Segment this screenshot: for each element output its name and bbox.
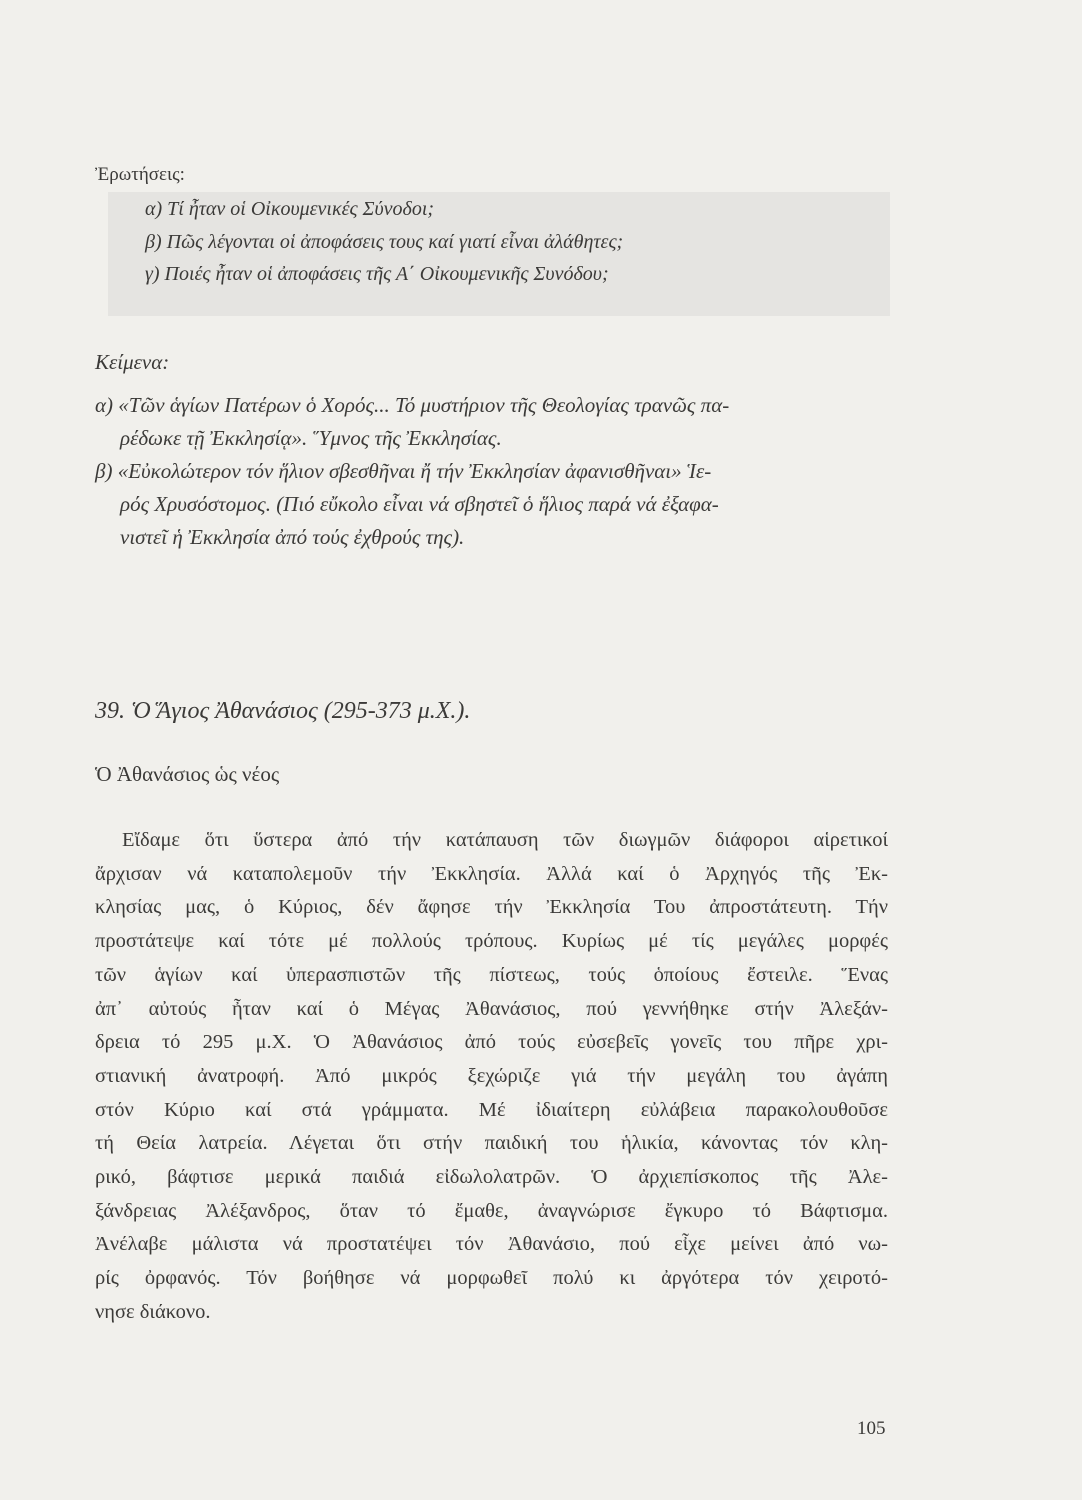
body-line: τῶν ἁγίων καί ὑπερασπιστῶν τῆς πίστεως, τούς ὁποίους ἔστειλε. Ἕνας — [95, 963, 888, 986]
text-line: ρός Χρυσόστομος. (Πιό εὔκολο εἶναι νά σβηστεῖ ὁ ἥλιος παρά νά ἐξαφα- — [120, 492, 719, 516]
question-item: γ) Ποιές ἦταν οἱ ἀποφάσεις τῆς Α΄ Οἰκουμενικῆς Συνόδου; — [145, 263, 609, 285]
body-line: ἄρχισαν νά καταπολεμοῦν τήν Ἐκκλησία. Ἀλλά καί ὁ Ἀρχηγός τῆς Ἐκ- — [95, 862, 888, 885]
body-line: ρίς ὀρφανός. Τόν βοήθησε νά μορφωθεῖ πολύ κι ἀργότερα τόν χειροτό- — [95, 1267, 888, 1290]
text-line: β) «Εὐκολώτερον τόν ἥλιον σβεσθῆναι ἤ τήν Ἐκκλησίαν ἀφανισθῆναι» Ἱε- — [95, 459, 712, 483]
body-line: προστάτεψε καί τότε μέ πολλούς τρόπους. Κυρίως μέ τίς μεγάλες μορφές — [95, 930, 888, 953]
question-item: β) Πῶς λέγονται οἱ ἀποφάσεις τους καί γιατί εἶναι ἀλάθητες; — [145, 231, 624, 253]
body-line: στόν Κύριο καί στά γράμματα. Μέ ἰδιαίτερη εὐλάβεια παρακολουθοῦσε — [95, 1098, 888, 1121]
body-line: Ἀνέλαβε μάλιστα νά προστατέψει τόν Ἀθανάσιο, πού εἶχε μείνει ἀπό νω- — [95, 1233, 888, 1256]
chapter-title: 39. Ὁ Ἅγιος Ἀθανάσιος (295-373 μ.Χ.). — [95, 698, 471, 724]
body-line: νησε διάκονο. — [95, 1300, 211, 1323]
body-line: τή Θεία λατρεία. Λέγεται ὅτι στήν παιδική του ἡλικία, κάνοντας τόν κλη- — [95, 1132, 888, 1155]
body-line: Εἴδαμε ὅτι ὕστερα ἀπό τήν κατάπαυση τῶν διωγμῶν διάφοροι αἱρετικοί — [122, 829, 888, 851]
question-item: α) Τί ἦταν οἱ Οἰκουμενικές Σύνοδοι; — [145, 198, 435, 220]
chapter-subheading: Ὁ Ἀθανάσιος ὡς νέος — [95, 762, 280, 786]
text-line: ρέδωκε τῇ Ἐκκλησίᾳ». Ὕμνος τῆς Ἐκκλησίας. — [120, 426, 502, 450]
text-line: α) «Τῶν ἁγίων Πατέρων ὁ Χορός... Τό μυστήριον τῆς Θεολογίας τρανῶς πα- — [95, 393, 730, 417]
body-line: δρεια τό 295 μ.Χ. Ὁ Ἀθανάσιος ἀπό τούς εὐσεβεῖς γονεῖς του πῆρε χρι- — [95, 1031, 888, 1054]
texts-heading: Κείμενα: — [95, 350, 170, 374]
questions-heading: Ἐρωτήσεις: — [95, 164, 185, 185]
body-line: ρικό, βάφτισε μερικά παιδιά εἰδωλολατρῶν. Ὁ ἀρχιεπίσκοπος τῆς Ἀλε- — [95, 1166, 888, 1188]
body-line: ξάνδρειας Ἀλέξανδρος, ὅταν τό ἔμαθε, ἀναγνώρισε ἔγκυρο τό Βάφτισμα. — [95, 1199, 888, 1222]
body-line: κλησίας μας, ὁ Κύριος, δέν ἄφησε τήν Ἐκκλησία Του ἀπροστάτευτη. Τήν — [95, 896, 888, 919]
body-line: ἀπ᾽ αὐτούς ἦταν καί ὁ Μέγας Ἀθανάσιος, πού γεννήθηκε στήν Ἀλεξάν- — [95, 997, 888, 1020]
body-line: στιανική ἀνατροφή. Ἀπό μικρός ξεχώριζε γιά τήν μεγάλη του ἀγάπη — [95, 1064, 888, 1087]
text-line: νιστεῖ ἡ Ἐκκλησία ἀπό τούς ἐχθρούς της). — [120, 525, 465, 549]
page-number: 105 — [857, 1418, 886, 1439]
